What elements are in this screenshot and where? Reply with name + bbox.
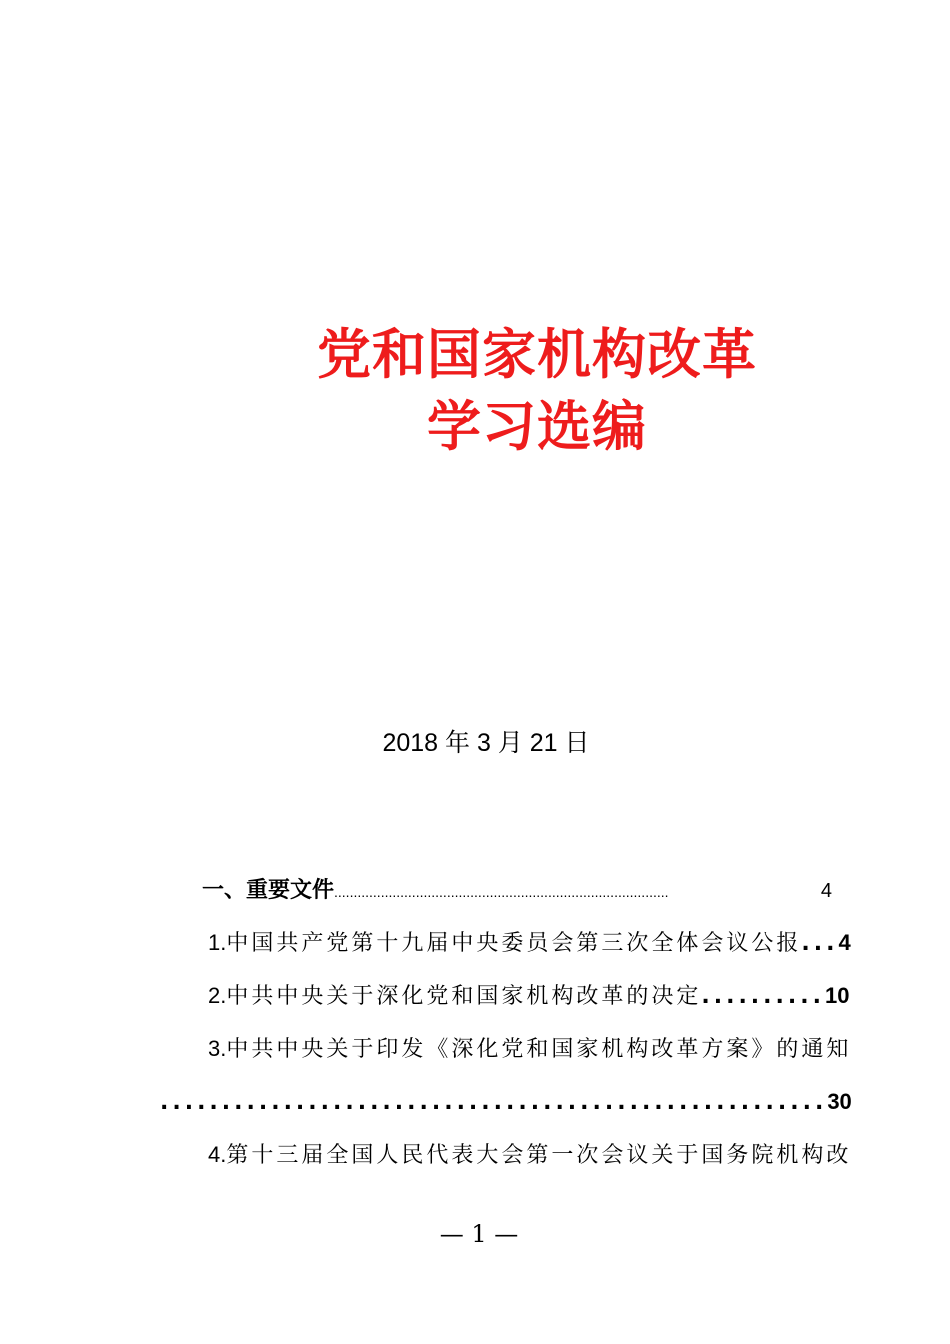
toc-section-label: 一、重要文件 [202,877,335,902]
toc-item-2[interactable] [160,978,850,1031]
toc-leader-dots: ...................................................................................... [334,884,669,900]
toc-item-number: 1. [208,930,227,955]
toc-page-number: 4 [820,880,832,902]
toc-item-text: 第十三届全国人民代表大会第一次会议关于国务院机构改 [226,1143,852,1168]
toc-item-text: 中共中央关于印发《深化党和国家机构改革方案》的通知 [226,1037,852,1062]
toc-item-3[interactable] [160,1031,852,1084]
toc-page-number: 10 [824,983,850,1008]
toc-page-number: 4 [838,930,851,955]
document-date: 2018 年 3 月 21 日 [382,729,590,757]
toc-item-number: 3. [208,1036,227,1061]
toc-page-number: 30 [827,1089,852,1114]
toc-item-label [208,925,801,962]
page-number: — 1 — [439,1220,519,1248]
toc-item-4[interactable] [160,1137,852,1190]
title-line-2: 学习选编 [427,394,647,458]
toc-item-label [208,978,701,1015]
toc-leader-dots: ...................................................... [160,1090,828,1115]
toc-item-label [208,1137,851,1174]
title-line-1: 党和国家机构改革 [317,322,757,386]
toc-item-text: 中共中央关于深化党和国家机构改革的决定 [226,984,702,1009]
toc-section-important-documents[interactable] [160,872,832,925]
toc-item-number: 4. [208,1142,227,1167]
toc-item-text: 中国共产党第十九届中央委员会第三次全体会议公报 [226,931,802,956]
table-of-contents [160,872,852,1190]
toc-leader-dots: .......... [701,984,825,1009]
toc-item-number: 2. [208,983,227,1008]
toc-item-label [208,1031,851,1068]
toc-leader-dots: ... [801,931,839,956]
toc-item-3-continuation[interactable] [160,1084,852,1137]
toc-item-1[interactable] [160,925,851,978]
document-title [0,318,950,462]
